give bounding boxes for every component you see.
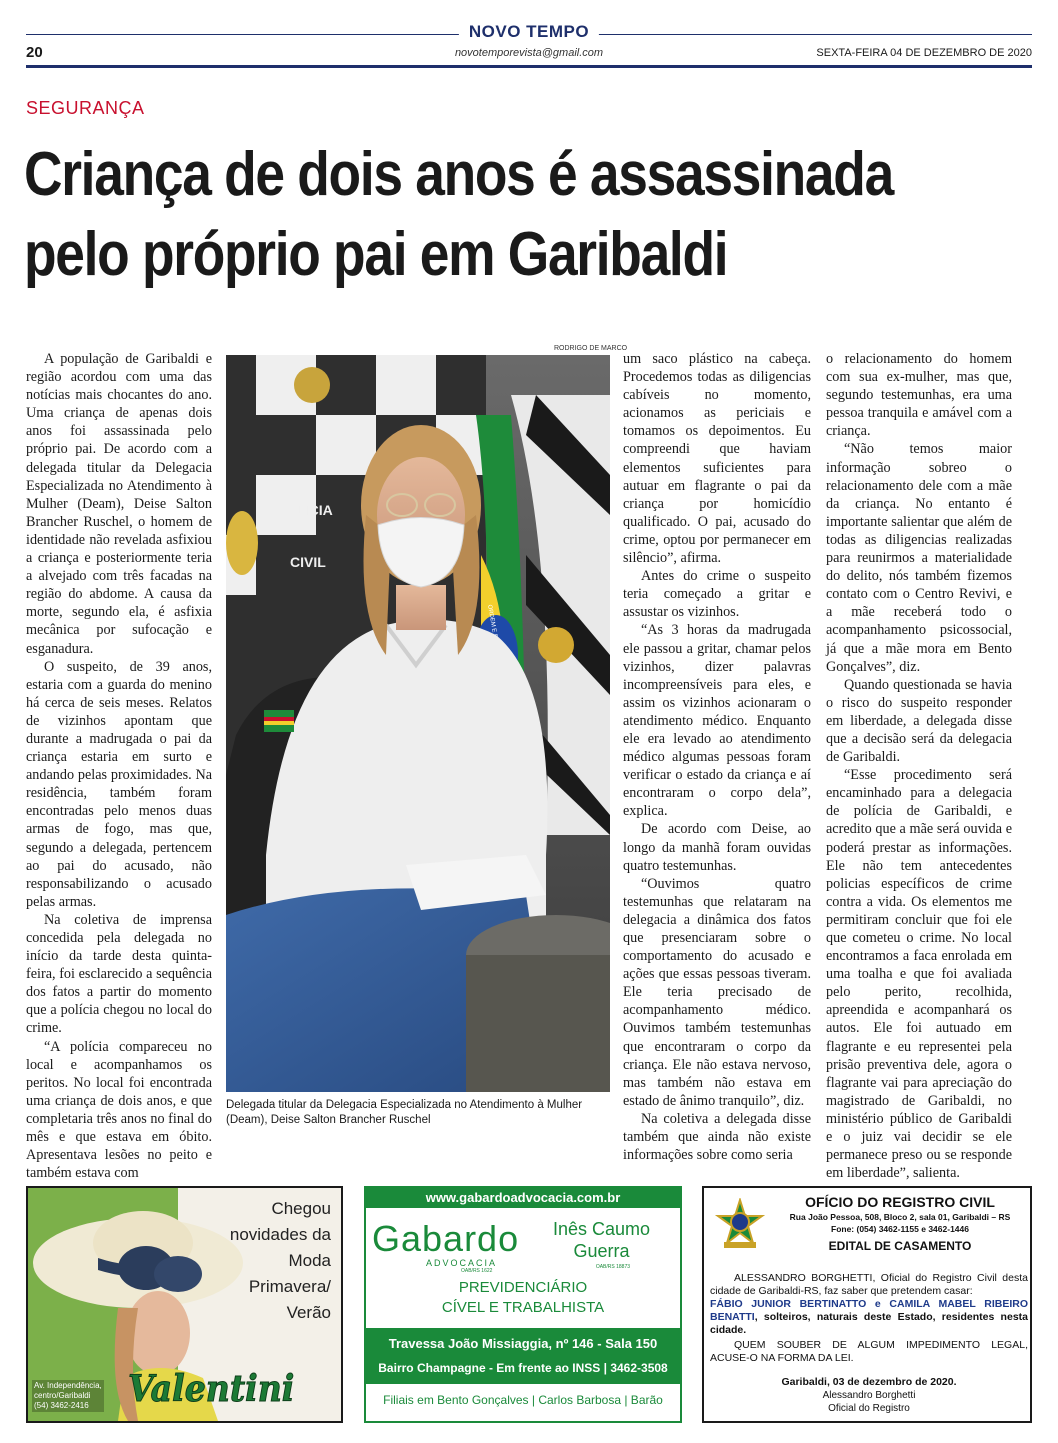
registro-couple-block (710, 1298, 1028, 1337)
gabardo-lawyer-name (553, 1218, 650, 1262)
registro-notice: QUEM SOUBER DE ALGUM IMPEDIMENTO LEGAL, ACUSE-O NA FORMA DA LEI. (710, 1339, 1028, 1364)
registro-body (710, 1272, 1028, 1365)
gabardo-url[interactable]: www.gabardoadvocacia.com.br (366, 1188, 680, 1208)
registro-date: Garibaldi, 03 de dezembro de 2020. (781, 1376, 957, 1388)
valentini-headline-line: Primavera/ (248, 1277, 331, 1296)
article-column-1 (26, 350, 212, 1182)
masthead (26, 22, 1032, 70)
gabardo-oab-1: OAB/RS 1622 (461, 1268, 493, 1274)
registro-address: Rua João Pessoa, 508, Bloco 2, sala 01, Garibaldi – RS (789, 1212, 1011, 1222)
press-conference-photo (226, 355, 610, 1092)
valentini-address (32, 1380, 104, 1412)
newspaper-email: novotemporevista@gmail.com (454, 47, 604, 59)
page-number: 20 (26, 44, 43, 61)
wall-text-policia: POLÍCIA (276, 502, 333, 518)
gabardo-address-line: Travessa João Missiaggia, nº 146 - Sala 150 (388, 1336, 658, 1351)
paragraph: “Esse procedimento será encaminhado para a delegacia de polícia de Garibaldi, e acredito que a mãe será ouvida e poderá prestar as informações. Ele não tem antecedentes policias específicos de crime contra a vida. Os elementos me permitiram concluir que foi ele que cometeu o crime. No local encontramos a faca enrolada em uma toalha e que foi avaliada pelo perito, recolhida, apreendida e acompanhará os autos. Ele foi autuado em flagrante e eu representei pela prisão preventiva dele, agora o flagrante vai para apreciação do magistrado de Garibaldi, no ministério público de Garibaldi e o juiz vai decidir se ele permanece preso ou se responde em liberdade”, salienta. (826, 767, 1012, 1182)
section-label: SEGURANÇA (26, 98, 145, 118)
headline-line-1: Criança de dois anos é assassinada (24, 140, 893, 209)
valentini-address-line: Av. Independência, (34, 1381, 102, 1390)
valentini-headline-line: novidades da (229, 1225, 331, 1244)
paragraph: o relacionamento do homem com sua ex-mulher, mas que, segundo testemunhas, era uma pessoa tranquila e amável com a criança. (826, 351, 1012, 440)
masthead-bottom-rule (26, 65, 1032, 68)
paragraph: De acordo com Deise, ao longo da manhã foram ouvidas quatro testemunhas. (623, 821, 811, 874)
registro-title: OFÍCIO DO REGISTRO CIVIL (805, 1194, 995, 1210)
registro-couple-info: , solteiros, naturais deste Estado, residentes nesta cidade. (710, 1311, 1028, 1336)
wall-text-civil: CIVIL (290, 554, 326, 570)
valentini-headline-line: Moda (288, 1251, 331, 1270)
gabardo-practice-line: PREVIDENCIÁRIO (458, 1279, 588, 1296)
gabardo-address-band (366, 1328, 680, 1384)
paragraph: Na coletiva a delegada disse também que ainda não existe informações sobre como seria (623, 1110, 811, 1164)
gabardo-practice-line: CÍVEL E TRABALHISTA (441, 1299, 605, 1316)
gabardo-branches: Filiais em Bento Gonçalves | Carlos Barbosa | Barão (383, 1393, 663, 1407)
article-column-4 (826, 350, 1012, 1182)
gabardo-oab-2: OAB/RS 18873 (595, 1264, 630, 1270)
registro-civil-ad[interactable] (702, 1186, 1032, 1423)
registro-phone: Fone: (054) 3462-1155 e 3462-1446 (831, 1224, 969, 1234)
valentini-headline (171, 1196, 331, 1326)
paragraph: “As 3 horas da madrugada ele passou a gritar, chamar pelos vizinhos, dizer palavras incompreensíveis para eles, e assim os vizinhos acionaram o atendimento médico. Enquanto ele era levado ao atendimento médico algumas pessoas foram verificar o estado da criança e aí encontraram o corpo dela”, explica. (623, 622, 811, 820)
paragraph: “Ouvimos quatro testemunhas que relataram na delegacia a dinâmica dos fatos que presenciaram sobre o comportamento do acusado e ações que essas pessoas tiveram. Ele teria precisado de acompanhamento médico. Ouvimos também testemunhas que encontraram o corpo da criança. Ele não estava nervoso, mas também não estava em estado de ânimo tranquilo”, diz. (623, 875, 811, 1109)
newspaper-name: NOVO TEMPO (459, 22, 599, 42)
paragraph: Quando questionada se havia o risco do suspeito responder em liberdade, a delegada disse que a decisão será da delegacia de Garibaldi. (826, 676, 1012, 766)
headline-line-2: pelo próprio pai em Garibaldi (24, 220, 728, 289)
registro-couple: FÁBIO JUNIOR BERTINATTO e CAMILA MABEL RIBEIRO BENATTI (710, 1298, 1028, 1323)
gabardo-lawyer-name-line: Inês Caumo (552, 1219, 650, 1239)
paragraph: Antes do crime o suspeito teria começado a gritar e assustar os vizinhos. (623, 568, 811, 621)
issue-date: SEXTA-FEIRA 04 DE DEZEMBRO DE 2020 (816, 47, 1032, 59)
headline (24, 135, 1039, 295)
photo-illustration (226, 355, 610, 1092)
valentini-brand: Valentini (128, 1368, 295, 1410)
valentini-address-line: (54) 3462-2416 (34, 1401, 89, 1410)
gabardo-practice-areas (366, 1278, 680, 1318)
gabardo-logo: Gabardo (372, 1218, 520, 1259)
valentini-ad[interactable] (26, 1186, 343, 1423)
gabardo-ad[interactable] (364, 1186, 682, 1423)
paragraph: Na coletiva de imprensa concedida pela delegada no início da tarde desta quinta-feira, foi esclarecido a sequência dos fatos a partir do momento que a polícia chegou no local do crime. (26, 911, 212, 1037)
registro-signature-name: Alessandro Borghetti (822, 1390, 916, 1401)
valentini-address-line: centro/Garibaldi (34, 1391, 91, 1400)
paragraph: um saco plástico na cabeça. Procedemos todas as diligencias cabíveis no momento, acionamos as periciais e tomamos os depoimentos. Eu compreendi que haviam elementos suficientes para autuar em flagrante o pai da criança por homicídio qualificado. O pai, acusado do crime, optou por permanecer em silêncio”, afirma. (623, 351, 811, 567)
registro-signature-role: Oficial do Registro (828, 1403, 910, 1414)
gabardo-address-line: Bairro Champagne - Em frente ao INSS | 3462-3508 (378, 1361, 668, 1375)
valentini-headline-line: Chegou (271, 1199, 331, 1218)
registro-intro: ALESSANDRO BORGHETTI, Oficial do Registro Civil desta cidade de Garibaldi-RS, faz saber que pretendem casar: (710, 1272, 1028, 1297)
paragraph: “Não temos maior informação sobreo o relacionamento dele com a mãe da criança. No entanto é importante salientar que além de todas as diligencias realizadas para reunirmos a materialidade do delito, nós também fizemos contato com o Centro Revivi, e a mãe receberá todo o acompanhamento psicossocial, já que a mãe mora em Bento Gonçalves”, diz. (826, 441, 1012, 675)
registro-subtitle: EDITAL DE CASAMENTO (828, 1239, 972, 1253)
article-column-3 (623, 350, 811, 1164)
brazil-coat-of-arms-icon (714, 1198, 766, 1250)
paragraph: “A polícia compareceu no local e acompanhamos os peritos. No local foi encontrada uma criança de dois anos, e que completaria três anos no final do mês e que estava em óbito. Apresentava lesões no peito e também estava com (26, 1038, 212, 1182)
gabardo-lawyer-name-line: Guerra (573, 1241, 630, 1261)
gabardo-logo-sub: ADVOCACIA (426, 1258, 498, 1268)
photo-credit: RODRIGO DE MARCO (554, 345, 628, 352)
paragraph: O suspeito, de 39 anos, estaria com a guarda do menino há cerca de seis meses. Relatos de vizinhos apontam que durante a madrugada o pai da criança estaria em surto e andando pelas proximidades. Na residência, também foram encontradas pelo menos duas armas de fogo, mas que, segundo a delegada, pertencem ao pai do acusado, não responsabilizando o acusado pelas armas. (26, 658, 212, 910)
valentini-headline-line: Verão (286, 1303, 331, 1322)
photo-caption: Delegada titular da Delegacia Especializada no Atendimento à Mulher (Deam), Deise Salton Brancher Ruschel (226, 1099, 583, 1126)
paragraph: A população de Garibaldi e região acordou com uma das notícias mais chocantes do ano. Uma criança de apenas dois anos foi assassinada pelo próprio pai. De acordo com a delegada titular da Delegacia Especializada no Atendimento à Mulher (Deam), Deise Salton Brancher Ruschel, o homem de identidade não revelada asfixiou a criança e posteriormente teria a alvejado com três facadas na região do abdome. A causa da morte, segundo ela, é asfixia mecânica por sufocação e esganadura. (26, 351, 212, 657)
